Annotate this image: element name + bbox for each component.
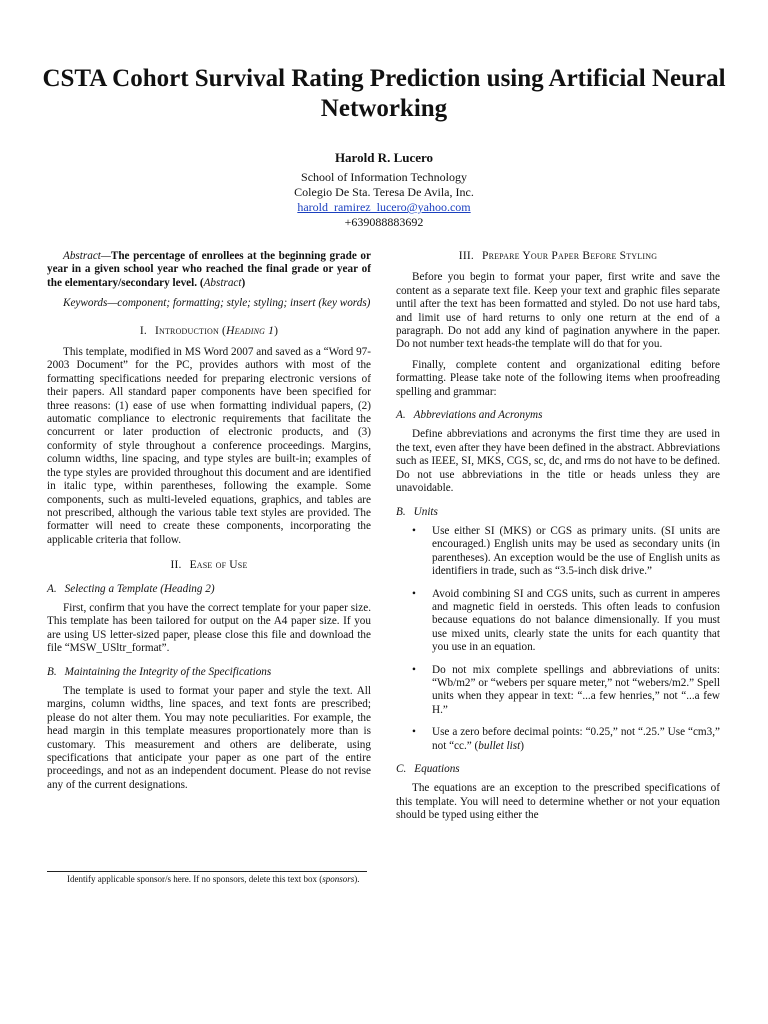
subheading-number: B.: [396, 505, 406, 518]
list-item-text: Avoid combining SI and CGS units, such as current in amperes and magnetic field in oersteds. This often leads to confusion because equations do not balance dimensionally. If you must use mixed units, clearly state the units for each quantity that you use in an equation.: [432, 587, 720, 654]
list-item: [396, 726, 720, 753]
footnote: [67, 874, 427, 885]
abstract-tag: Abstract: [203, 276, 242, 289]
heading-number: I.: [139, 324, 147, 337]
footnote-text: Identify applicable sponsor/s here. If no sponsors, delete this text box (: [67, 874, 323, 884]
bullet-icon: •: [412, 663, 416, 676]
maintaining-integrity-paragraph: The template is used to format your paper and style the text. All margins, column widths, line spaces, and text fonts are prescribed; please do not alter them. You may note peculiarities. For example, the head margin in this template measures proportionately more than is customary. This measurement and others are deliberate, using specifications that anticipate your paper as one part of the entire proceedings, and not as an independent document. Please do not revise any of the current designations.: [47, 684, 371, 791]
units-bullet-list: [396, 525, 720, 753]
author-institution: Colegio De Sta. Teresa De Avila, Inc.: [294, 185, 474, 199]
abstract-close: ): [241, 276, 246, 289]
list-item-close: ): [520, 739, 524, 752]
subheading-text: Units: [413, 505, 438, 518]
subheading-number: A.: [47, 582, 57, 595]
abstract: [47, 250, 371, 290]
paper-title: CSTA Cohort Survival Rating Prediction using Artificial Neural Networking: [42, 65, 726, 122]
subheading-text: Equations: [414, 763, 460, 775]
heading-text: Introduction (: [154, 324, 227, 337]
keywords: Keywords—component; formatting; style; styling; insert (key words): [63, 297, 371, 310]
selecting-template-paragraph: First, confirm that you have the correct template for your paper size. This template has been tailored for output on the A4 paper size. If you are using US letter-sized paper, please close this file and download the file “MSW_USltr_format”.: [47, 601, 371, 655]
subheading-equations: [396, 763, 720, 776]
subheading-text: Maintaining the Integrity of the Specifications: [64, 665, 272, 678]
list-item-style-hint: bullet list: [478, 739, 521, 752]
list-item-text: Use a zero before decimal points: “0.25,” not “.25.” Use “cm3,” not “cc.” (: [432, 726, 720, 752]
subheading-abbreviations: [396, 409, 720, 422]
heading-hint: Heading 1: [226, 324, 275, 337]
equations-paragraph: The equations are an exception to the prescribed specifications of this template. You will need to determine whether or not your equation should be typed using either the: [396, 782, 720, 822]
author-phone: +639088883692: [344, 215, 424, 229]
list-item-text: Use either SI (MKS) or CGS as primary units. (SI units are encouraged.) English units may be used as secondary units (in parentheses). An exception would be the use of English units as identifiers in trade, such as “3.5-inch disk drive.”: [432, 524, 720, 578]
abbreviations-paragraph: Define abbreviations and acronyms the first time they are used in the text, even after they have been defined in the abstract. Abbreviations such as IEEE, SI, MKS, CGS, sc, dc, and rms do not have to be defined. Do not use abbreviations in the title or heads unless they are unavoidable.: [396, 428, 720, 495]
heading-number: II.: [170, 559, 182, 572]
subheading-number: B.: [47, 665, 57, 678]
bullet-icon: •: [412, 726, 416, 739]
subheading-number: A.: [396, 409, 406, 422]
left-column: [47, 250, 371, 799]
subheading-text: Selecting a Template (Heading 2): [64, 582, 215, 595]
list-item-text: Do not mix complete spellings and abbreviations of units: “Wb/m2” or “webers per square meter,” not “webers/m2.” Spell units when they appear in text: “...a few henries,” not “...a few H.”: [432, 663, 720, 716]
abstract-text: The percentage of enrollees at the beginning grade or year in a given school year who reached the final grade or year of the elementary/secondary level. (: [47, 250, 371, 289]
bullet-icon: •: [412, 587, 416, 600]
heading-text: Prepare Your Paper Before Styling: [481, 250, 658, 262]
heading-introduction: [47, 325, 371, 338]
author-email-link[interactable]: harold_ramirez_lucero@yahoo.com: [297, 200, 471, 214]
footnote-divider: [47, 871, 367, 872]
author-department: School of Information Technology: [301, 170, 467, 184]
heading-ease-of-use: [47, 559, 371, 572]
abstract-lead: Abstract—: [63, 250, 111, 262]
right-column: [396, 250, 720, 830]
prepare-paragraph-1: Before you begin to format your paper, first write and save the content as a separate text file. Keep your text and graphic files separate until after the text has been formatted and styled. Do not use hard tabs, and limit use of hard returns to only one return at the end of a paragraph. Do not add any kind of pagination anywhere in the paper. Do not number text heads-the template will do that for you.: [396, 271, 720, 351]
heading-close: ): [274, 324, 279, 337]
bullet-icon: •: [412, 524, 416, 537]
prepare-paragraph-2: Finally, complete content and organizational editing before formatting. Please take note of the following items when proofreading spelling and grammar:: [396, 358, 720, 398]
list-item: [396, 525, 720, 579]
author-name: Harold R. Lucero: [334, 150, 434, 165]
subheading-selecting-template: [47, 583, 371, 596]
subheading-units: [396, 506, 720, 519]
heading-number: III.: [458, 250, 474, 262]
footnote-hint: sponsors: [322, 874, 355, 884]
list-item: [396, 588, 720, 655]
footnote-close: ).: [354, 874, 360, 884]
heading-prepare-paper: [396, 250, 720, 263]
subheading-number: C.: [396, 763, 407, 775]
subheading-maintaining-integrity: [47, 666, 371, 679]
heading-text: Ease of Use: [189, 559, 248, 572]
author-block: [184, 150, 584, 230]
subheading-text: Abbreviations and Acronyms: [413, 409, 543, 422]
list-item: [396, 664, 720, 718]
intro-paragraph: This template, modified in MS Word 2007 and saved as a “Word 97-2003 Document” for the PC, provides authors with most of the formatting specifications needed for preparing electronic versions of their papers. All standard paper components have been specified for three reasons: (1) ease of use when formatting individual papers, (2) automatic compliance to electronic requirements that facilitate the concurrent or later production of electronic products, and (3) conformity of style throughout a conference proceedings. Margins, column widths, line spacing, and type styles are built-in; examples of the type styles are provided throughout this document and are identified in italic type, within parentheses, following the example. Some components, such as multi-leveled equations, graphics, and tables are not prescribed, although the various table text styles are provided. The formatter will need to create these components, incorporating the applicable criteria that follow.: [47, 346, 371, 546]
